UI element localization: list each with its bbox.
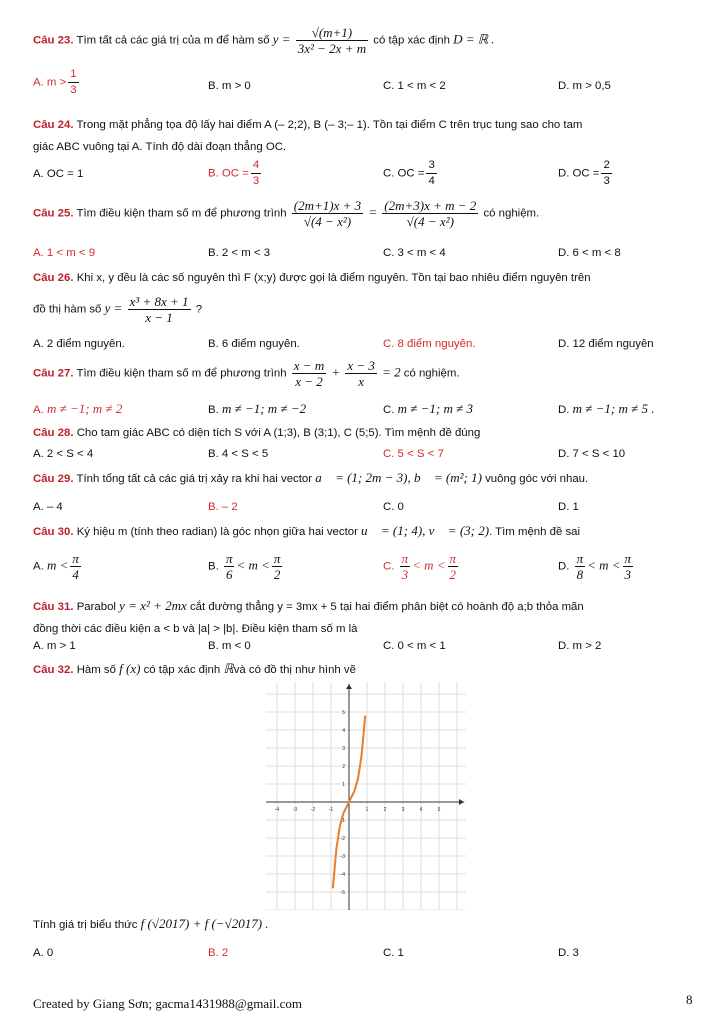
option-b: B. m > 0 [208,80,251,92]
options-32 [33,947,701,969]
question-text: có tập xác định [373,34,450,47]
question-27 [33,358,701,389]
y-axis-arrow [346,684,352,689]
option-a: A. 2 < S < 4 [33,448,94,460]
options-29 [33,501,701,523]
question-number: Câu 27. [33,367,74,380]
option-c: C. 0 [383,501,404,513]
fraction [292,198,363,229]
math: f (x) [119,661,141,676]
math: < m < [236,557,270,573]
option-letter: C. [383,560,395,573]
y-tick-label: -3 [340,854,345,860]
question-text: ? [195,303,203,316]
numerator: x − 3 [347,358,375,373]
question-29 [33,471,701,486]
options-25 [33,247,701,269]
question-28 [33,426,701,440]
question-26-line2 [33,294,701,325]
numerator: 3 [426,158,436,174]
numerator: 4 [251,158,261,174]
question-text: Ký hiệu m (tính theo radian) là góc nhọn giữa hai vector [76,526,358,538]
question-32 [33,662,701,677]
option-letter: D. [558,404,570,416]
option-b [208,551,284,582]
option-letter: A. [33,404,44,416]
option-d [558,158,614,189]
denominator: x − 1 [145,310,173,325]
denominator: 4 [428,175,435,187]
numerator: 2 [601,158,611,174]
fraction [448,551,459,582]
fraction [251,158,261,189]
question-number: Câu 31. [33,601,74,613]
question-number: Câu 32. [33,664,74,676]
question-text: Tính giá trị biểu thức [33,919,138,931]
option-d [558,551,635,582]
denominator: 3x² − 2x + m [297,41,367,56]
option-c: C. 8 điểm nguyên. [383,338,476,350]
fraction [601,158,611,189]
numerator: √(m+1) [296,25,368,41]
math: y = [272,31,291,47]
option-d: D. 6 < m < 8 [558,247,621,259]
fraction [68,67,78,98]
option-c: C. 3 < m < 4 [383,247,446,259]
question-text: giác ABC vuông tại A. Tính độ dài đoạn thẳng OC. [33,141,287,153]
fraction [623,551,634,582]
numerator: π [449,551,457,566]
denominator: 8 [576,567,584,582]
options-28 [33,448,701,470]
numerator: x − m [293,358,325,373]
question-text: cắt đường thẳng y = 3mx + 5 tại hai điểm phân biệt có hoành độ a;b thỏa mãn [189,601,584,613]
option-a: A. 2 điểm nguyên. [33,338,125,350]
y-tick-label: 5 [342,710,345,716]
question-text: Trong mặt phẳng tọa độ lấy hai điểm A (– 2;2), B (– 3;– 1). Tồn tại điểm C trên trục tung sao cho tam [76,119,583,131]
question-31 [33,595,701,640]
x-tick-label: 1 [365,807,369,813]
fraction [292,358,326,389]
option-b [208,158,263,189]
question-number: Câu 23. [33,34,74,47]
math: a⃗ = (1; 2m − 3), b⃗ = (m²; 1) [315,470,482,485]
numerator: π [72,551,79,566]
option-b [208,401,306,417]
option-letter: D. [558,560,570,573]
options-27 [33,401,701,423]
math: u⃗ = (1; 4), v⃗ = (3; 2) [361,523,490,538]
option-c: C. 5 < S < 7 [383,448,444,460]
numerator: π [576,551,584,566]
page-number: 8 [686,992,693,1007]
option-b: B. 4 < S < 5 [208,448,269,460]
denominator: 6 [225,567,233,582]
denominator: 3 [252,175,260,187]
denominator: 3 [603,175,610,187]
question-text: có tập xác định [143,664,221,676]
question-number: Câu 28. [33,427,74,439]
options-26 [33,338,701,360]
option-text: A. m > [33,76,67,89]
denominator: √(4 − x²) [303,214,352,229]
question-text: và có đồ thị như hình vẽ [233,664,356,676]
options-24 [33,158,701,187]
options-30 [33,551,701,582]
math: + [331,364,341,380]
option-d: D. 3 [558,947,579,959]
fraction [128,294,191,325]
numerator: π [273,551,281,566]
denominator: x − 2 [295,374,323,389]
fraction [426,158,436,189]
question-text: Tìm điều kiện tham số m để phương trình [76,207,287,220]
denominator: 3 [401,567,409,582]
math: m ≠ −1; m ≠ 5 . [572,401,655,416]
option-letter: B. [208,404,219,416]
option-text: B. OC = [208,167,249,180]
math: < m < [587,557,621,573]
question-text: đồ thị hàm số [33,303,102,316]
x-axis-arrow [459,799,464,805]
option-c [383,401,473,417]
fraction [382,198,478,229]
question-text: Tìm điều kiện tham số m để phương trình [76,367,287,380]
denominator: x [358,374,364,389]
question-text: . Tìm mệnh đề sai [489,526,581,538]
y-tick-label: 1 [342,782,345,788]
numerator: (2m+1)x + 3 [293,198,362,213]
fraction [272,551,283,582]
option-letter: B. [208,560,219,573]
question-26 [33,271,701,285]
question-24 [33,114,701,158]
question-number: Câu 30. [33,526,74,538]
y-tick-label: -5 [340,890,345,896]
question-text: Cho tam giác ABC có diện tích S với A (1;3), B (3;1), C (5;5). Tìm mệnh đề đúng [76,427,481,439]
footer-credit: Created by Giang Sơn; gacma1431988@gmail.com [33,996,303,1011]
x-tick-label: -3 [292,807,298,813]
question-text: có nghiệm. [483,207,540,220]
denominator: 4 [72,567,79,582]
option-d: D. 12 điểm nguyên [558,338,654,350]
option-text: C. OC = [383,167,425,180]
y-tick-label: 2 [342,764,345,770]
fraction [400,551,411,582]
question-number: Câu 29. [33,473,74,485]
option-a: A. 0 [33,947,54,959]
options-31 [33,640,701,662]
x-tick-label: 5 [437,807,441,813]
denominator: √(4 − x²) [406,214,454,229]
x-tick-label: -2 [310,807,316,813]
question-text: Tính tổng tất cả các giá trị xảy ra khi hai vector [76,473,313,485]
math: D = ℝ . [453,31,495,47]
option-c [383,551,460,582]
question-text: Parabol [76,601,116,613]
numerator: 1 [68,67,78,83]
y-tick-label: 3 [342,746,345,752]
question-text: Hàm số [76,664,116,676]
denominator: 2 [273,567,281,582]
option-d: D. 7 < S < 10 [558,448,626,460]
question-32-eval [33,917,701,932]
option-c: C. 1 < m < 2 [383,80,446,92]
question-text: có nghiệm. [403,367,460,380]
x-tick-label: 2 [383,807,387,813]
options-23 [33,68,701,96]
tick-labels [275,710,441,896]
numerator: π [624,551,632,566]
denominator: 3 [624,567,632,582]
fraction [345,358,377,389]
function-graph [266,682,466,910]
option-b: B. 6 điểm nguyên. [208,338,300,350]
denominator: 2 [449,567,457,582]
question-text: vuông góc với nhau. [485,473,589,485]
option-text: D. OC = [558,167,600,180]
question-number: Câu 25. [33,207,74,220]
option-c: C. 1 [383,947,404,959]
option-c: C. 0 < m < 1 [383,640,446,652]
math: y = x² + 2mx [119,598,187,613]
math: = 2 [382,364,401,380]
option-b: B. m < 0 [208,640,251,652]
option-d: D. m > 0,5 [558,80,611,92]
option-letter: A. [33,560,44,573]
y-tick-label: -4 [340,872,345,878]
option-letter: C. [383,404,395,416]
question-number: Câu 26. [33,272,74,284]
question-30 [33,524,701,539]
math: y = [104,300,123,316]
fraction [575,551,586,582]
math: < m < [412,557,446,573]
option-d: D. m > 2 [558,640,602,652]
option-a: A. m > 1 [33,640,76,652]
math: m ≠ −1; m ≠ 2 [46,401,123,416]
fraction [224,551,235,582]
option-a: A. OC = 1 [33,168,84,180]
option-b: B. – 2 [208,501,238,513]
option-c [383,158,439,189]
x-tick-label: 4 [419,807,423,813]
math: m ≠ −1; m ≠ −2 [221,401,307,416]
x-tick-label: -4 [274,807,280,813]
question-text: Khi x, y đều là các số nguyên thì F (x;y) được gọi là điểm nguyên. Tồn tại bao nhiêu điểm nguyên trên [76,272,591,284]
question-text: Tìm tất cả các giá trị của m để hàm số [76,34,270,47]
numerator: π [225,551,233,566]
denominator: 3 [70,84,77,96]
numerator: (2m+3)x + m − 2 [384,198,477,213]
option-a [33,551,83,582]
x-tick-label: -1 [328,807,334,813]
option-b: B. 2 < m < 3 [208,247,271,259]
option-a [33,67,81,98]
question-23 [33,25,701,56]
question-25 [33,198,701,229]
math: m ≠ −1; m ≠ 3 [397,401,473,416]
math: f (√2017) + f (−√2017) . [140,916,269,931]
fraction [70,551,81,582]
option-a: A. 1 < m < 9 [33,247,96,259]
question-text: đồng thời các điều kiện a < b và |a| > |b|. Điều kiện tham số m là [33,623,358,635]
numerator: x³ + 8x + 1 [129,294,189,309]
y-tick-label: -2 [340,836,345,842]
math: ℝ [223,661,234,676]
option-d [558,401,654,417]
option-a [33,401,122,417]
numerator: π [401,551,409,566]
option-a: A. – 4 [33,501,63,513]
x-tick-label: 3 [401,807,405,813]
option-d: D. 1 [558,501,579,513]
math: m < [46,557,69,573]
y-tick-label: 4 [342,728,345,734]
y-tick-label: -1 [340,818,345,824]
fraction [296,25,368,56]
option-b: B. 2 [208,947,229,959]
question-number: Câu 24. [33,119,74,131]
math: = [368,204,378,220]
